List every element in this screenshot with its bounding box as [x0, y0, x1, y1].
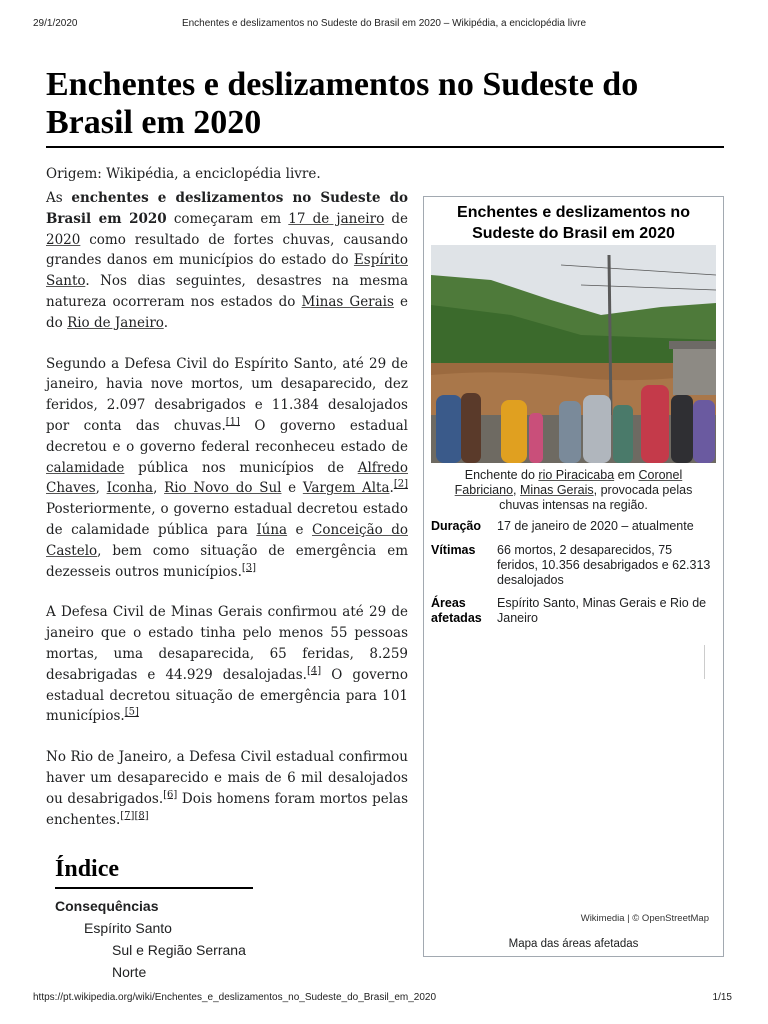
text: em — [614, 468, 639, 482]
text: O governo estadual decretou e o governo federal reconheceu estado de — [46, 417, 409, 455]
bold-term: enchentes e deslizamentos no Sudeste do Brasil em 2020 — [46, 190, 409, 227]
text: , — [513, 483, 520, 497]
print-page-number: 1/15 — [712, 992, 732, 1003]
link-coronel-fabriciano[interactable]: Coronel Fabriciano — [454, 468, 683, 497]
text: como resultado de fortes chuvas, causando grandes danos em municípios do estado do — [46, 231, 408, 269]
flood-photo-illustration — [431, 245, 716, 463]
paragraph-minas-gerais — [46, 602, 408, 727]
text: . — [389, 480, 394, 497]
print-header — [0, 18, 768, 32]
link-rio-piracicaba[interactable]: rio Piracicaba — [538, 468, 615, 482]
text: e — [287, 521, 313, 538]
link-2020[interactable]: 2020 — [46, 231, 81, 248]
infobox-label: Duração — [431, 519, 482, 533]
text: Posteriormente, o governo estadual decretou estado de calamidade pública para — [46, 501, 408, 538]
toc-title: Índice — [55, 856, 120, 882]
link-espirito-santo[interactable]: Espírito Santo — [46, 252, 408, 290]
text: e do — [46, 293, 409, 331]
text: de — [384, 210, 408, 227]
link-rio-de-janeiro[interactable]: Rio de Janeiro — [67, 314, 164, 331]
page-title-line1: Enchentes e deslizamentos no Sudeste do — [46, 66, 639, 103]
text: No Rio de Janeiro, a Defesa Civil estadual confirmou haver um desaparecido e mais de 6 mil desalojados ou desabrigados. — [46, 749, 408, 807]
title-divider — [46, 146, 724, 148]
link-iconha[interactable]: Iconha — [106, 480, 154, 497]
link-minas-gerais-caption[interactable]: Minas Gerais — [520, 483, 594, 497]
article-body — [46, 188, 408, 850]
infobox-value: 66 mortos, 2 desaparecidos, 75 feridos, 10.356 desabrigados e 62.313 desalojados — [497, 543, 711, 587]
text: A Defesa Civil de Minas Gerais confirmou até 29 de janeiro que o estado tinha pelo menos 55 pessoas mortas, uma desaparecida, 65 feridas, 8.259 desabrigadas e 44.929 desalojadas. — [46, 604, 408, 683]
map-attribution[interactable]: Wikimedia | © OpenStreetMap — [580, 913, 709, 924]
map-caption: Mapa das áreas afetadas — [508, 938, 639, 950]
text: , — [153, 480, 165, 497]
link-rio-novo-do-sul[interactable]: Rio Novo do Sul — [164, 480, 282, 497]
text: e — [281, 480, 303, 497]
reference-link[interactable]: [4] — [306, 665, 322, 677]
text: , bem como situação de emergência em dezesseis outros municípios. — [46, 542, 408, 580]
reference-link[interactable]: [2] — [393, 478, 408, 490]
infobox-label: Áreas afetadas — [431, 596, 482, 625]
reference-link[interactable]: [7] — [120, 810, 135, 822]
text: , — [95, 480, 107, 497]
link-17-janeiro[interactable]: 17 de janeiro — [288, 210, 385, 227]
text: Segundo a Defesa Civil do Espírito Santo, até 29 de janeiro, havia nove mortos, um desaparecido, dez feridos, 2.097 desabrigados e 11.384 desalojados por conta das chuvas. — [46, 355, 408, 434]
link-minas-gerais[interactable]: Minas Gerais — [301, 293, 394, 310]
reference-link[interactable]: [6] — [163, 789, 178, 801]
flood-photo[interactable] — [431, 245, 716, 463]
toc-item-sul-regiao-serrana[interactable]: Sul e Região Serrana — [112, 942, 246, 958]
text: começaram em — [166, 210, 289, 227]
text: Dois homens foram mortos pelas enchentes. — [46, 790, 408, 828]
link-conceicao-do-castelo[interactable]: Conceição do Castelo — [46, 521, 409, 559]
link-iuna[interactable]: Iúna — [256, 521, 288, 538]
text: As — [46, 190, 72, 206]
print-footer — [0, 992, 768, 1006]
photo-caption — [436, 468, 711, 513]
text: O governo estadual decretou situação de emergência para 101 municípios. — [46, 666, 408, 725]
toc-item-consequencias[interactable]: Consequências — [55, 898, 159, 914]
map-scroll-indicator — [704, 645, 705, 679]
print-date: 29/1/2020 — [33, 18, 78, 29]
text: , provocada pelas chuvas intensas na região. — [499, 483, 693, 512]
infobox-value: 17 de janeiro de 2020 – atualmente — [497, 519, 694, 533]
text: . Nos dias seguintes, desastres na mesma natureza ocorreram nos estados do — [46, 273, 408, 310]
link-vargem-alta[interactable]: Vargem Alta — [302, 480, 390, 497]
reference-link[interactable]: [5] — [124, 706, 139, 718]
paragraph-espirito-santo — [46, 354, 408, 583]
link-alfredo-chaves[interactable]: Alfredo Chaves — [46, 459, 408, 497]
reference-link[interactable]: [1] — [225, 416, 240, 428]
text: Enchente do — [464, 468, 539, 482]
toc-item-norte[interactable]: Norte — [112, 964, 147, 980]
toc-item-espirito-santo[interactable]: Espírito Santo — [84, 920, 172, 936]
print-doc-title: Enchentes e deslizamentos no Sudeste do Brasil em 2020 – Wikipédia, a enciclopédia livre — [181, 18, 587, 29]
paragraph-rio-de-janeiro — [46, 747, 408, 830]
paragraph-intro — [46, 188, 408, 334]
link-calamidade[interactable]: calamidade — [46, 459, 125, 476]
page-title — [46, 66, 726, 142]
infobox-value: Espírito Santo, Minas Gerais e Rio de Janeiro — [497, 596, 707, 625]
reference-link[interactable]: [8] — [134, 810, 149, 822]
infobox — [423, 196, 724, 957]
text: pública nos municípios de — [124, 459, 358, 476]
infobox-label: Vítimas — [431, 543, 476, 557]
toc-divider — [55, 887, 253, 889]
print-url: https://pt.wikipedia.org/wiki/Enchentes_e_deslizamentos_no_Sudeste_do_Brasil_em_2020 — [33, 992, 437, 1003]
reference-link[interactable]: [3] — [241, 562, 257, 574]
page-title-line2: Brasil em 2020 — [46, 104, 262, 141]
origin-line: Origem: Wikipédia, a enciclopédia livre. — [46, 166, 321, 182]
infobox-title: Enchentes e deslizamentos no Sudeste do Brasil em 2020 — [457, 204, 690, 242]
text: . — [163, 314, 168, 331]
